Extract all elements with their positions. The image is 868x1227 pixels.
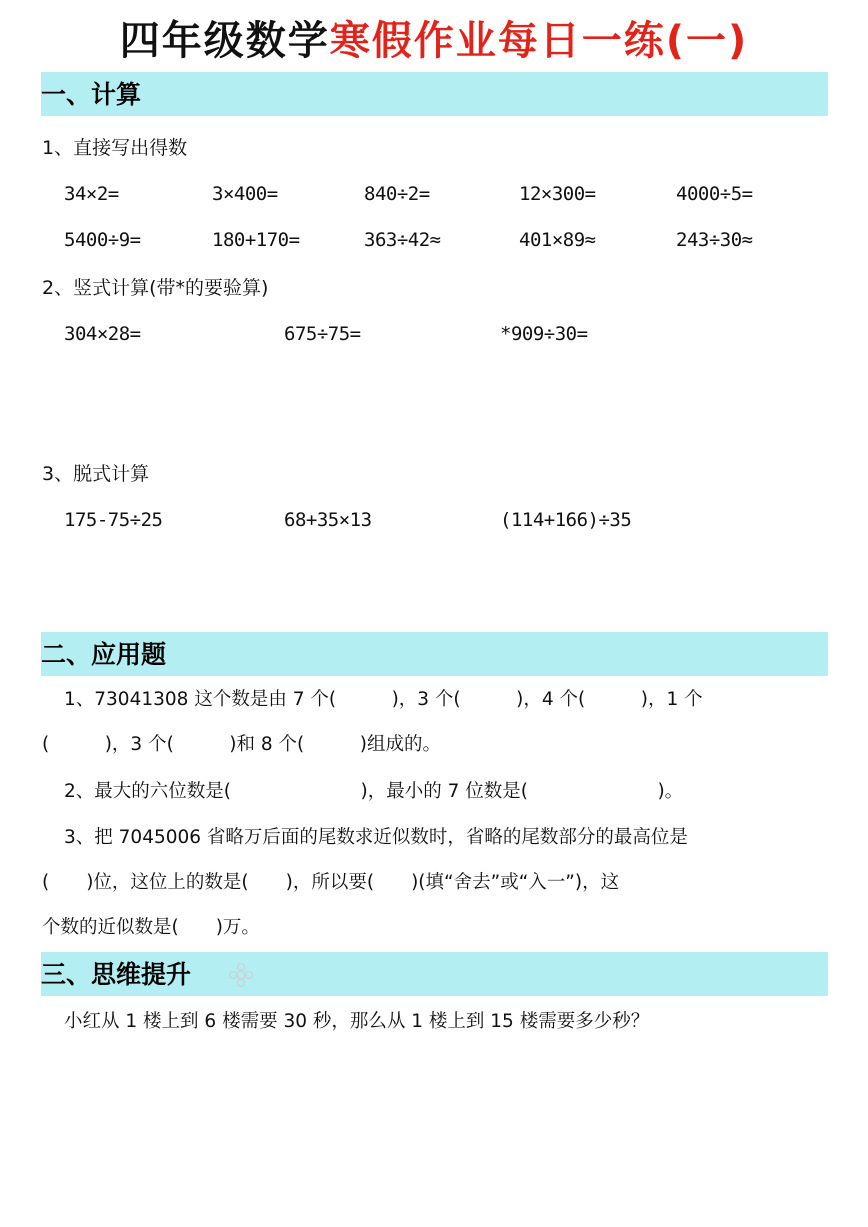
thinking-question: 小红从 1 楼上到 6 楼需要 30 秒，那么从 1 楼上到 15 楼需要多少秒？	[64, 1011, 650, 1032]
problem-3-line-2: ( )位，这位上的数是( )，所以要( )(填“舍去”或“入一”)，这	[42, 872, 620, 893]
step-calc-item: 68+35×13	[284, 509, 372, 531]
step-calc-item: (114+166)÷35	[500, 509, 632, 531]
problem-3-line-1: 3、把 7045006 省略万后面的尾数求近似数时，省略的尾数部分的最高位是	[64, 827, 688, 848]
calc-item: 840÷2=	[364, 183, 430, 205]
problem-1-line-2: ( )，3 个( )和 8 个( )组成的。	[42, 734, 441, 755]
vertical-calc-item: *909÷30=	[500, 323, 588, 345]
title-part-black: 四年级数学	[119, 18, 330, 62]
calc-item: 401×89≈	[519, 229, 596, 251]
page-title	[0, 6, 868, 62]
vertical-calc-item: 675÷75=	[284, 323, 361, 345]
q2-label: 2、竖式计算(带*的要验算)	[42, 277, 269, 299]
step-calc-item: 175-75÷25	[64, 509, 163, 531]
calc-item: 243÷30≈	[676, 229, 753, 251]
flower-watermark-icon	[228, 962, 254, 988]
calc-item: 5400÷9=	[64, 229, 141, 251]
q1-label: 1、直接写出得数	[42, 137, 188, 159]
section-header-band-3	[41, 952, 828, 996]
calc-item: 3×400=	[212, 183, 278, 205]
section-header-calc: 一、计算	[41, 80, 142, 109]
q3-label: 3、脱式计算	[42, 463, 150, 485]
calc-item: 180+170=	[212, 229, 300, 251]
calc-item: 363÷42≈	[364, 229, 441, 251]
section-header-band-1	[41, 72, 828, 116]
calc-item: 12×300=	[519, 183, 596, 205]
section-header-band-2	[41, 632, 828, 676]
problem-1-line-1: 1、73041308 这个数是由 7 个( )，3 个( )，4 个( )，1 个	[64, 689, 703, 710]
title-part-red: 寒假作业每日一练(一)	[329, 18, 749, 62]
section-header-application: 二、应用题	[41, 640, 167, 669]
calc-item: 4000÷5=	[676, 183, 753, 205]
problem-3-line-3: 个数的近似数是( )万。	[42, 917, 260, 938]
vertical-calc-item: 304×28=	[64, 323, 141, 345]
problem-2: 2、最大的六位数是( )，最小的 7 位数是( )。	[64, 781, 684, 802]
calc-item: 34×2=	[64, 183, 119, 205]
section-header-thinking: 三、思维提升	[41, 960, 192, 989]
